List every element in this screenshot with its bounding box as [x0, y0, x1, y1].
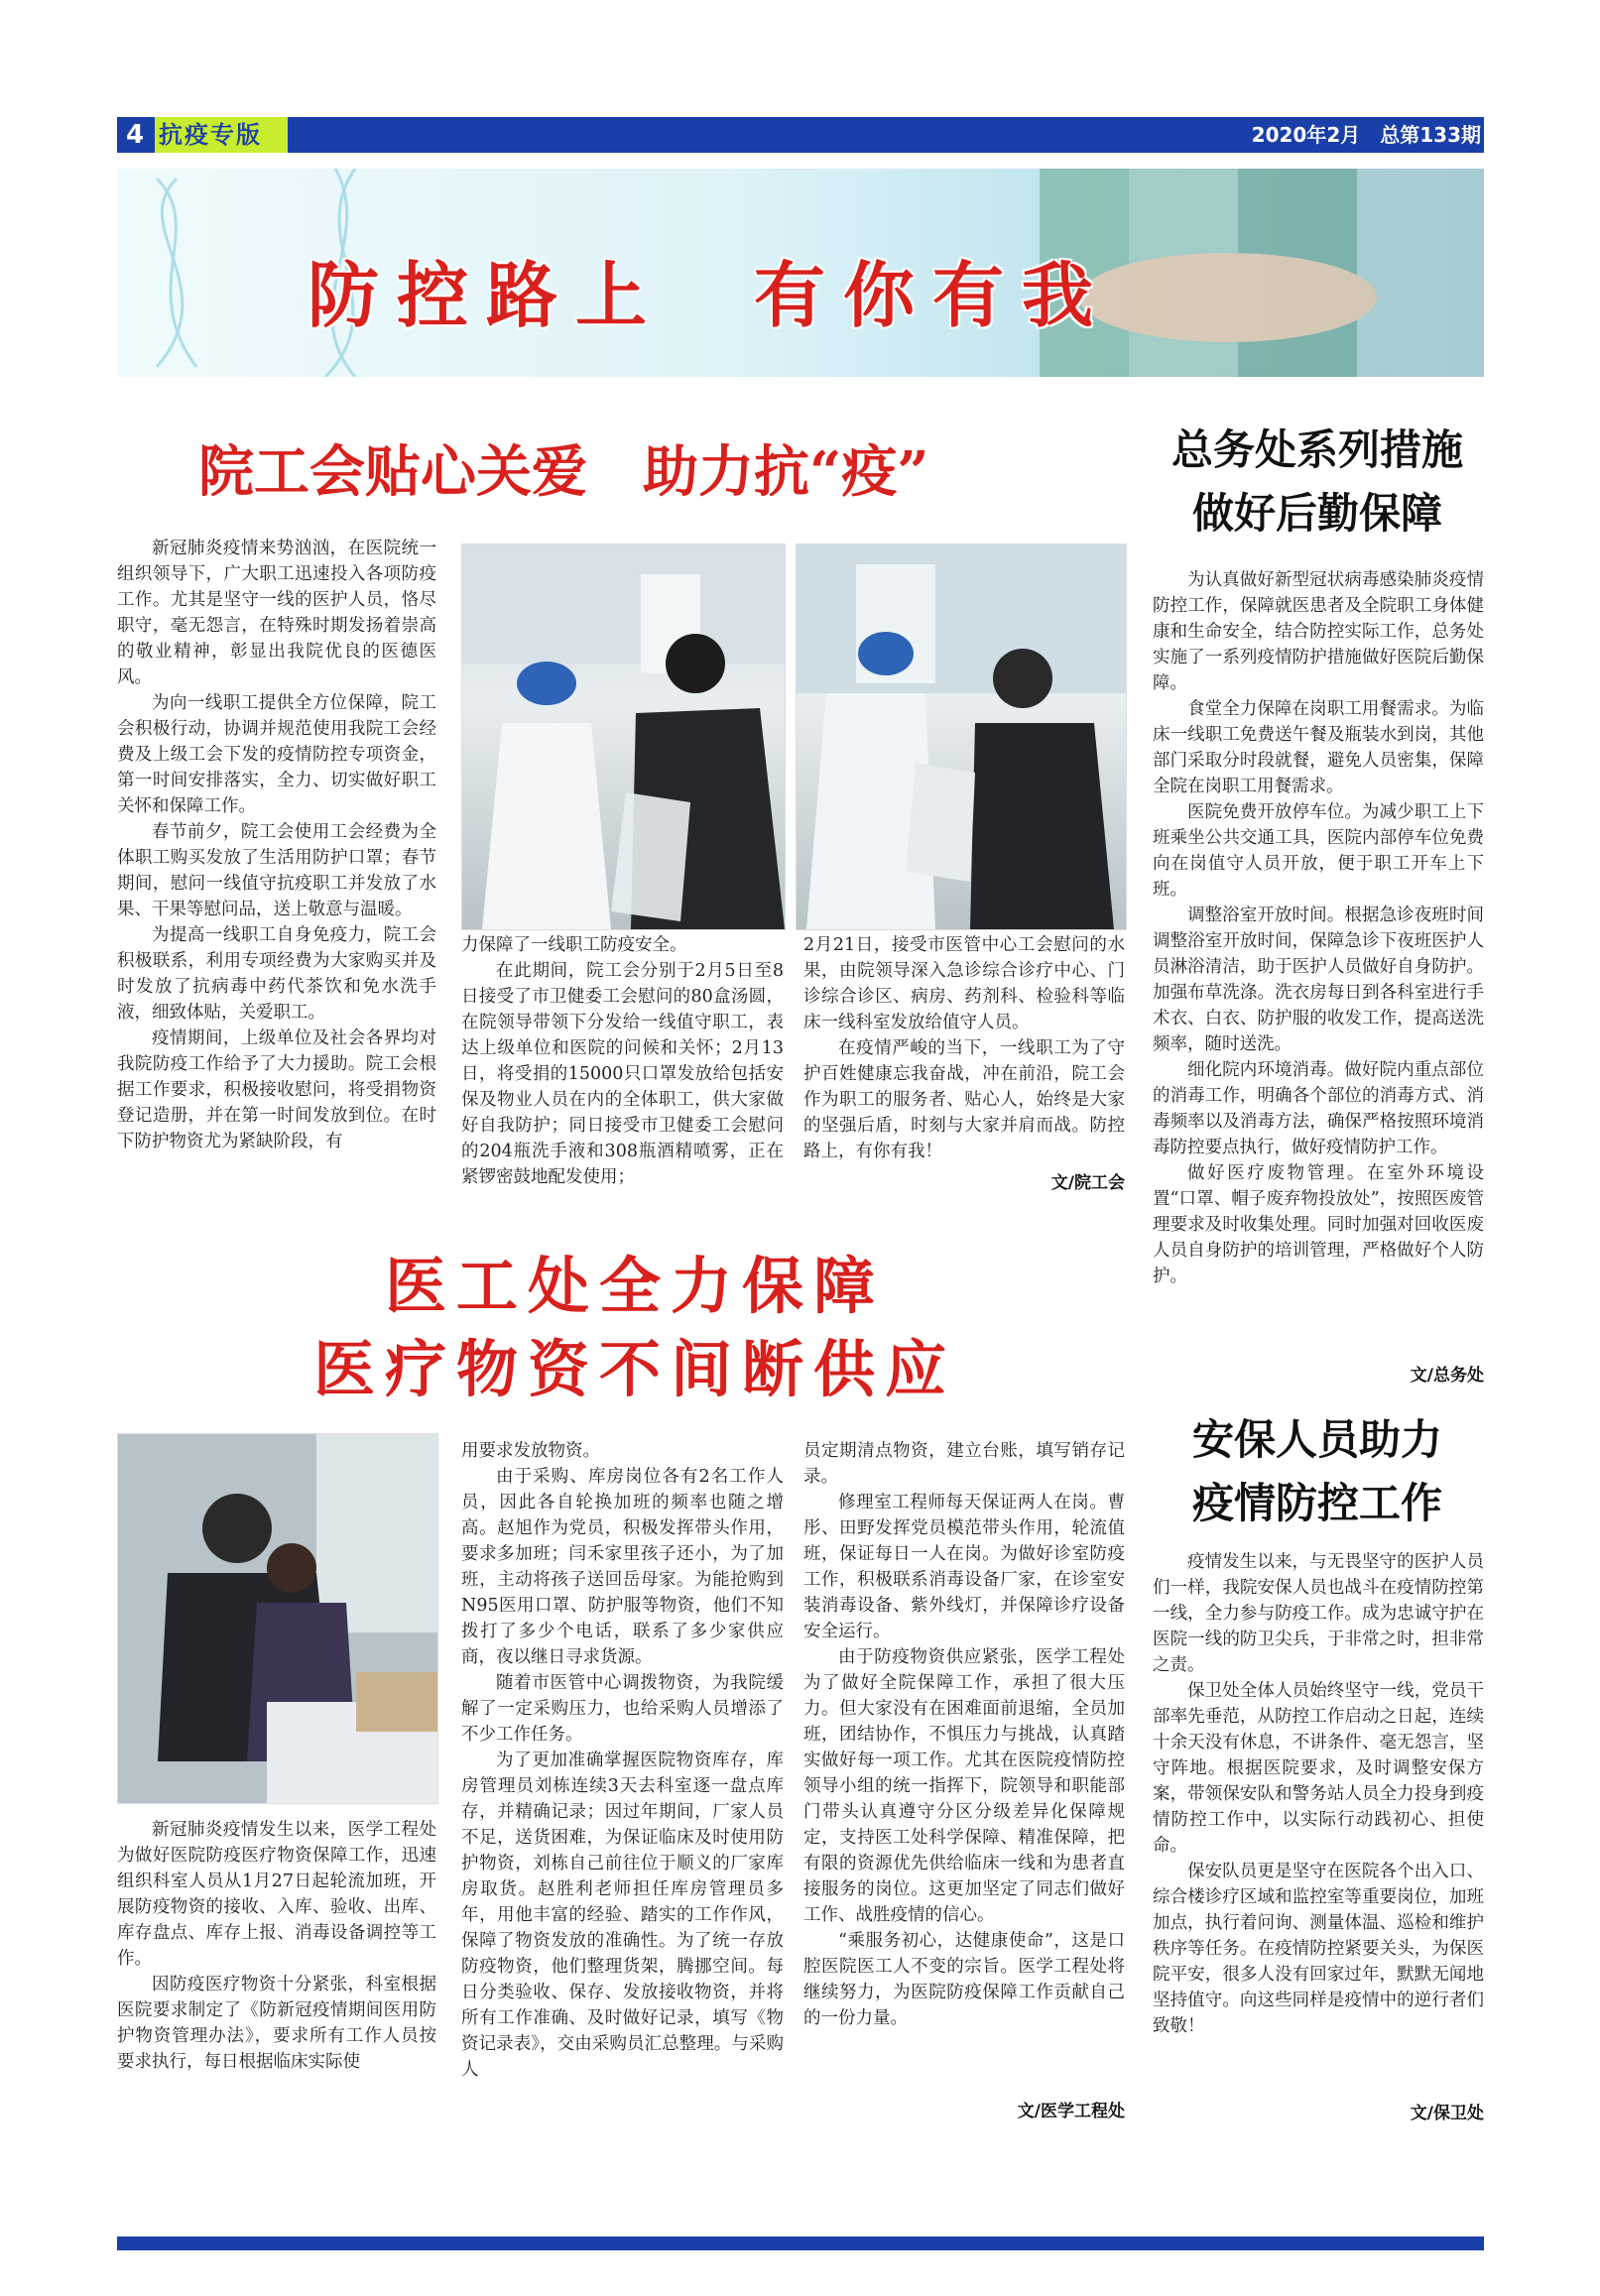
paragraph: 2月21日，接受市医管中心工会慰问的水果，由院领导深入急诊综合诊疗中心、门诊综合诊区、病房、药剂科、检验科等临床一线科室发放给值守人员。: [803, 935, 1125, 1032]
paragraph: 由于采购、库房岗位各有2名工作人员，因此各自轮换加班的频率也随之增高。赵旭作为党员，积极发挥带头作用，要求多加班；闫禾家里孩子还小，为了加班，主动将孩子送回岳母家。为能抢购到N95医用口罩、防护服等物资，他们不知拨打了多少个电话，联系了多少家供应商，夜以继日寻求货源。: [461, 1467, 784, 1667]
article4-title: [1151, 1408, 1484, 1535]
article2-title-line1: 总务处系列措施: [1170, 425, 1463, 474]
paragraph: 随着市医管中心调拨物资，为我院缓解了一定采购压力，也给采购人员增添了不少工作任务。: [461, 1673, 784, 1745]
paragraph: 新冠肺炎疫情来势汹汹，在医院统一组织领导下，广大职工迅速投入各项防疫工作。尤其是坚守一线的医护人员，恪尽职守，毫无怨言，在特殊时期发扬着崇高的敬业精神，彰显出我院优良的医德医风。: [117, 539, 436, 687]
photo-art: [118, 1434, 437, 1803]
paragraph: 力保障了一线职工防疫安全。: [461, 935, 687, 955]
article2-body: [1153, 567, 1484, 1289]
paragraph: 医院免费开放停车位。为减少职工上下班乘坐公共交通工具，医院内部停车位免费向在岗值守人员开放，便于职工开车上下班。: [1153, 802, 1484, 900]
paragraph: 新冠肺炎疫情发生以来，医学工程处为做好医院防疫医疗物资保障工作，迅速组织科室人员从1月27日起轮流加班，开展防疫物资的接收、入库、验收、出库、库存盘点、库存上报、消毒设备调控等工作。: [117, 1820, 436, 1969]
photo-union-distribution-2: [796, 544, 1127, 930]
article1-byline: 文/院工会: [1050, 1173, 1125, 1193]
paragraph: 疫情发生以来，与无畏坚守的医护人员们一样，我院安保人员也战斗在疫情防控第一线，全力参与防疫工作。成为忠诚守护在医院一线的防卫尖兵，于非常之时，担非常之责。: [1153, 1552, 1484, 1675]
article1-col1: [117, 536, 436, 1154]
article4-byline: 文/保卫处: [1410, 2104, 1484, 2123]
paragraph: 在疫情严峻的当下，一线职工为了守护百姓健康忘我奋战，冲在前沿，院工会作为职工的服务者、贴心人，始终是大家的坚强后盾，时刻与大家并肩而战。防控路上，有你有我！: [803, 1038, 1125, 1161]
paragraph: 保安队员更是坚守在医院各个出入口、综合楼诊疗区域和监控室等重要岗位，加班加点，执行着问询、测量体温、巡检和维护秩序等任务。在疫情防控紧要关头，为保医院平安，很多人没有回家过年，默默无闻地坚持值守。向这些同样是疫情中的逆行者们致敬！: [1153, 1862, 1484, 2036]
paragraph: 做好医疗废物管理。在室外环境设置“口罩、帽子废弃物投放处”，按照医废管理要求及时收集处理。同时加强对回收医废人员自身防护的培训管理，严格做好个人防护。: [1153, 1163, 1484, 1286]
article3-title: [149, 1245, 1121, 1411]
article2-byline: 文/总务处: [1410, 1366, 1484, 1386]
paragraph: 为向一线职工提供全方位保障，院工会积极行动，协调并规范使用我院工会经费及上级工会下发的疫情防控专项资金，第一时间安排落实，全力、切实做好职工关怀和保障工作。: [117, 693, 436, 816]
article1-title: 院工会贴心关爱 助力抗“疫”: [198, 439, 929, 505]
article2-title: [1151, 419, 1484, 545]
paragraph: 细化院内环境消毒。做好院内重点部位的消毒工作，明确各个部位的消毒方式、消毒频率以及消毒方法，确保严格按照环境消毒防控要点执行，做好疫情防护工作。: [1153, 1060, 1484, 1157]
paragraph: 因防疫医疗物资十分紧张，科室根据医院要求制定了《防新冠疫情期间医用防护物资管理办法》，要求所有工作人员按要求执行，每日根据临床实际使: [117, 1975, 436, 2072]
paragraph: 为了更加准确掌握医院物资库存，库房管理员刘栋连续3天去科室逐一盘点库存，并精确记录；因过年期间，厂家人员不足，送货困难，为保证临床及时使用防护物资，刘栋自己前往位于顺义的厂家库房取货。赵胜利老师担任库房管理员多年，用他丰富的经验、踏实的工作作风，保障了物资发放的准确性。为了统一存放防疫物资，他们整理货架，腾挪空间。每日分类验收、保存、发放接收物资，并将所有工作准确、及时做好记录，填写《物资记录表》，交由采购员汇总整理。与采购人: [461, 1751, 784, 2080]
paragraph: 用要求发放物资。: [461, 1441, 600, 1461]
paragraph: 食堂全力保障在岗职工用餐需求。为临床一线职工免费送午餐及瓶装水到岗，其他部门采取分时段就餐，避免人员密集，保障全院在岗职工用餐需求。: [1153, 699, 1484, 796]
photo-union-distribution-1: [461, 544, 786, 930]
footer-bar: [117, 2236, 1484, 2250]
photo-art: [462, 544, 785, 929]
article4-body: [1153, 1549, 1484, 2039]
paragraph: 为认真做好新型冠状病毒感染肺炎疫情防控工作，保障就医患者及全院职工身体健康和生命安全，结合防控实际工作，总务处实施了一系列疫情防护措施做好医院后勤保障。: [1153, 570, 1484, 693]
article3-byline: 文/医学工程处: [1017, 2102, 1125, 2121]
issue-info: 2020年2月 总第133期: [1251, 123, 1481, 147]
article1-col2: [461, 932, 784, 1190]
paragraph: 调整浴室开放时间。根据急诊夜班时间调整浴室开放时间，保障急诊下夜班医护人员淋浴清洁，助于医护人员做好自身防护。加强布草洗涤。洗衣房每日到各科室进行手术衣、白衣、防护服的收发工作，提高送洗频率，随时送洗。: [1153, 906, 1484, 1054]
article3-col1: [117, 1817, 436, 2075]
paragraph: 员定期清点物资，建立台账，填写销存记录。: [803, 1441, 1125, 1487]
paragraph: 在此期间，院工会分别于2月5日至8日接受了市卫健委工会慰问的80盒汤圆，在院领导带领下分发给一线值守职工，表达上级单位和医院的问候和关怀；2月13日，将受捐的15000只口罩发放给包括安保及物业人员在内的全体职工，供大家做好自我防护；同日接受市卫健委工会慰问的204瓶洗手液和308瓶酒精喷雾，正在紧锣密鼓地配发使用；: [461, 961, 784, 1187]
photo-medical-engineering: [117, 1433, 438, 1804]
paragraph: 保卫处全体人员始终坚守一线，党员干部率先垂范，从防控工作启动之日起，连续十余天没有休息，不讲条件、毫无怨言，坚守阵地。根据医院要求，及时调整安保方案，带领保安队和警务站人员全力投身到疫情防控工作中，以实际行动践初心、担使命。: [1153, 1681, 1484, 1856]
paragraph: 由于防疫物资供应紧张，医学工程处为了做好全院保障工作，承担了很大压力。但大家没有在困难面前退缩，全员加班，团结协作，不惧压力与挑战，认真踏实做好每一项工作。尤其在医院疫情防控领导小组的统一指挥下，院领导和职能部门带头认真遵守分区分级差异化保障规定，支持医工处科学保障、精准保障，把有限的资源优先供给临床一线和为患者直接服务的岗位。这更加坚定了同志们做好工作、战胜疫情的信心。: [803, 1647, 1125, 1925]
article2-title-line2: 做好后勤保障: [1191, 489, 1442, 538]
banner-title: 防控路上 有你有我: [308, 254, 1112, 337]
article3-title-line1: 医工处全力保障: [384, 1250, 885, 1322]
article4-title-line1: 安保人员助力: [1191, 1415, 1442, 1464]
paragraph: 疫情期间，上级单位及社会各界均对我院防疫工作给予了大力援助。院工会根据工作要求，积极接收慰问，将受捐物资登记造册，并在第一时间发放到位。在时下防护物资尤为紧缺阶段，有: [117, 1028, 436, 1151]
article1-col3: [803, 932, 1125, 1164]
paragraph: 春节前夕，院工会使用工会经费为全体职工购买发放了生活用防护口罩；春节期间，慰问一线值守抗疫职工并发放了水果、干果等慰问品，送上敬意与温暖。: [117, 822, 436, 919]
section-label: 抗疫专版: [155, 117, 288, 153]
article3-title-line2: 医疗物资不间断供应: [312, 1333, 956, 1405]
page-number: 4: [117, 117, 153, 153]
article3-col2: [461, 1438, 784, 2083]
photo-art: [797, 544, 1126, 929]
paragraph: “乘服务初心，达健康使命”，这是口腔医院医工人不变的宗旨。医学工程处将继续努力，为医院防疫保障工作贡献自己的一份力量。: [803, 1931, 1125, 2028]
paragraph: 修理室工程师每天保证两人在岗。曹彤、田野发挥党员模范带头作用，轮流值班，保证每日一人在岗。为做好诊室防疫工作，积极联系消毒设备厂家，在诊室安装消毒设备、紫外线灯，并保障诊疗设备安全运行。: [803, 1493, 1125, 1641]
article3-col3: [803, 1438, 1125, 2031]
article4-title-line2: 疫情防控工作: [1191, 1479, 1442, 1527]
paragraph: 为提高一线职工自身免疫力，院工会积极联系，利用专项经费为大家购买并及时发放了抗病毒中药代茶饮和免水洗手液，细致体贴，关爱职工。: [117, 925, 436, 1023]
